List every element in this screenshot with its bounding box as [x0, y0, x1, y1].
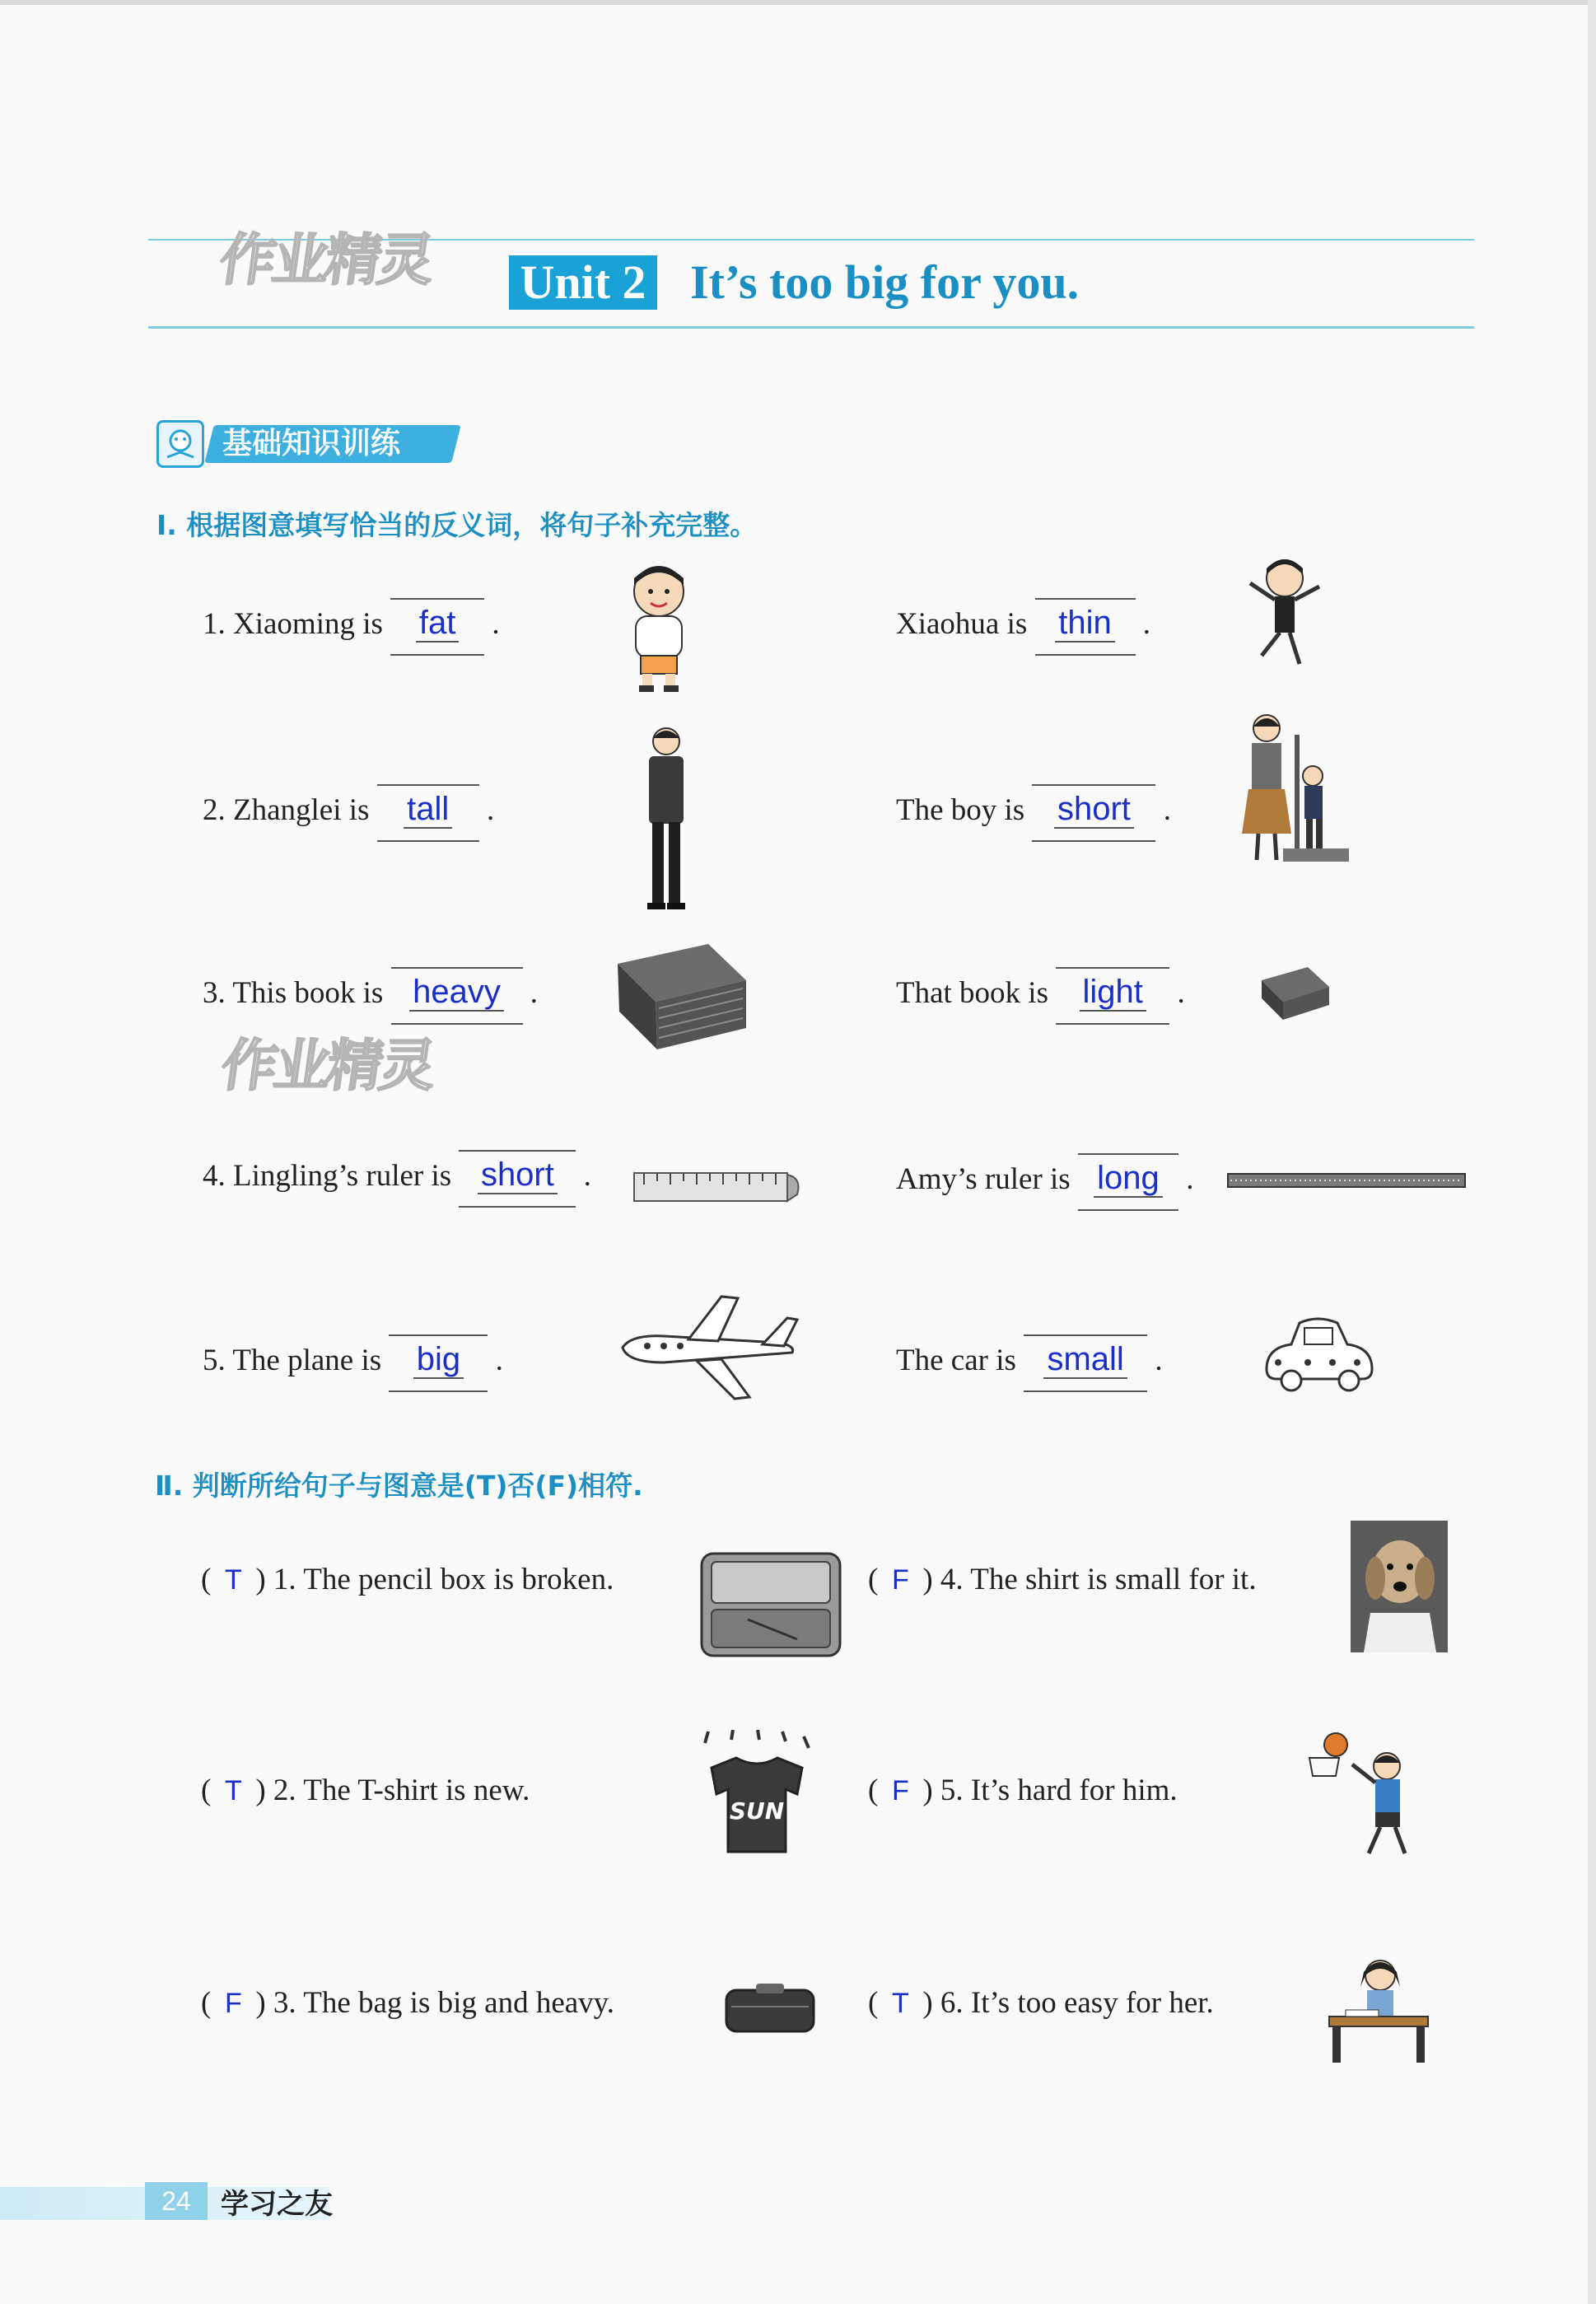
plane-picture [614, 1293, 800, 1404]
answer-field[interactable]: thin [1055, 605, 1115, 643]
judge-item-4: ( F ) 4. The shirt is small for it. [868, 1560, 1257, 1600]
small-car-picture [1258, 1311, 1379, 1397]
s1-row4-left: 4. Lingling’s ruler is short . [203, 1155, 591, 1196]
badge-label: 基础知识训练 [222, 427, 401, 460]
section-badge [156, 420, 461, 468]
answer-field[interactable]: T [891, 1988, 909, 2019]
new-tshirt-picture [688, 1730, 825, 1858]
pencil-box-picture [698, 1550, 843, 1659]
watermark: 作业精灵 [217, 1034, 437, 1099]
s1-row1-right: Xiaohua is thin . [896, 603, 1150, 644]
page-right-edge [1588, 0, 1596, 2304]
short-ruler-picture [632, 1166, 805, 1206]
judge-item-1: ( T ) 1. The pencil box is broken. [201, 1560, 614, 1600]
s1-row3-right: That book is light . [896, 972, 1185, 1013]
answer-field[interactable]: short [1054, 791, 1134, 829]
answer-field[interactable]: fat [416, 605, 459, 643]
s1-row2-left: 2. Zhanglei is tall . [203, 789, 494, 830]
judge-item-3: ( F ) 3. The bag is big and heavy. [201, 1984, 614, 2023]
measuring-height-picture [1234, 710, 1357, 867]
judge-item-2: ( T ) 2. The T-shirt is new. [201, 1771, 530, 1811]
watermark: 作业精灵 [215, 228, 436, 293]
answer-field[interactable]: F [891, 1564, 909, 1596]
s1-row2-right: The boy is short . [896, 789, 1171, 830]
s1-row5-left: 5. The plane is big . [203, 1339, 503, 1381]
section2-title: Ⅱ. 判断所给句子与图意是(T)否(F)相符. [155, 1470, 643, 1502]
light-book-picture [1258, 962, 1332, 1025]
thin-boy-picture [1242, 554, 1328, 671]
fat-boy-picture [619, 560, 698, 694]
answer-field[interactable]: long [1094, 1160, 1163, 1198]
s1-row1-left: 1. Xiaoming is fat . [203, 603, 500, 644]
answer-field[interactable]: T [224, 1775, 242, 1806]
girl-at-desk-picture [1321, 1954, 1431, 2066]
long-ruler-picture [1227, 1171, 1466, 1189]
answer-field[interactable]: light [1080, 974, 1146, 1012]
tshirt-print: SUN [729, 1797, 785, 1825]
badge-book-icon [156, 420, 204, 468]
answer-field[interactable]: small [1043, 1341, 1127, 1379]
answer-field[interactable]: short [478, 1157, 558, 1194]
judge-item-5: ( F ) 5. It’s hard for him. [868, 1771, 1178, 1811]
bag-picture [723, 1982, 817, 2035]
header-rule-bottom [148, 326, 1474, 329]
tall-man-picture [636, 723, 697, 914]
unit-label: Unit 2 [509, 255, 657, 310]
page-top-edge [0, 0, 1596, 5]
s1-row4-right: Amy’s ruler is long . [896, 1158, 1193, 1199]
judge-item-6: ( T ) 6. It’s too easy for her. [868, 1984, 1214, 2023]
s1-row3-left: 3. This book is heavy . [203, 972, 538, 1013]
section1-title: Ⅰ. 根据图意填写恰当的反义词，将句子补充完整。 [156, 509, 758, 541]
answer-field[interactable]: tall [404, 791, 452, 829]
answer-field[interactable]: heavy [409, 974, 504, 1012]
answer-field[interactable]: F [224, 1988, 242, 2019]
footer-brand: 学习之友 [221, 2188, 333, 2221]
page-number: 24 [145, 2182, 208, 2220]
s1-row5-right: The car is small . [896, 1339, 1163, 1381]
dog-in-shirt-picture [1351, 1521, 1448, 1652]
answer-field[interactable]: F [891, 1775, 909, 1806]
answer-field[interactable]: big [413, 1341, 464, 1379]
heavy-book-picture [609, 939, 749, 1054]
unit-title: It’s too big for you. [690, 255, 1080, 309]
answer-field[interactable]: T [224, 1564, 242, 1596]
basketball-boy-picture [1306, 1730, 1421, 1863]
